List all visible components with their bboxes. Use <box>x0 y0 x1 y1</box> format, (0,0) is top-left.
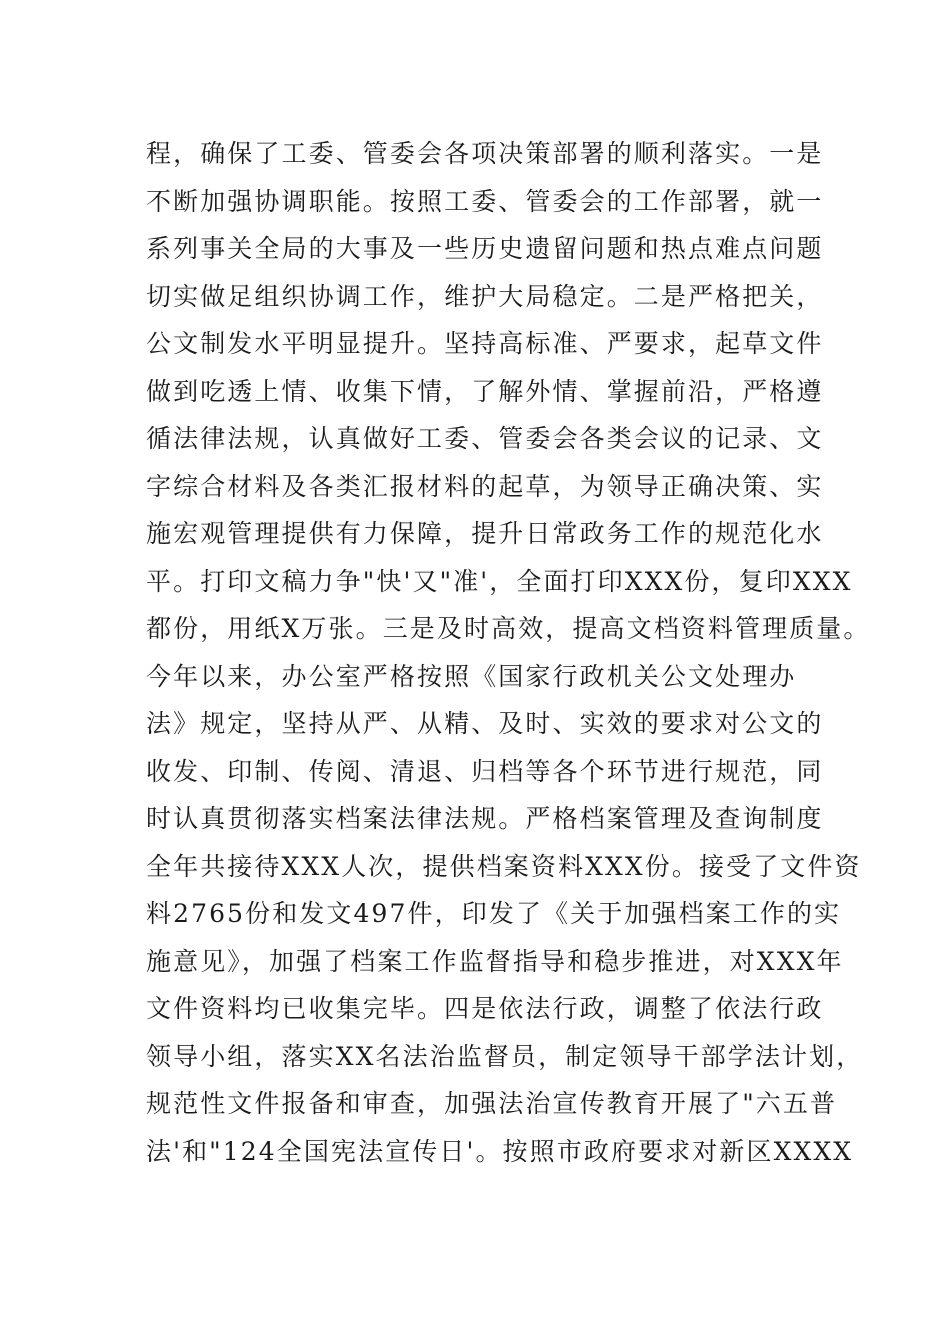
text-line: 全年共接待XXX人次，提供档案资料XXX份。接受了文件资 <box>146 851 862 881</box>
text-line: 循法律法规，认真做好工委、管委会各类会议的记录、文 <box>146 424 824 453</box>
text-line: 料2765份和发文497件，印发了《关于加强档案工作的实 <box>146 899 842 928</box>
text-line: 切实做足组织协调工作，维护大局稳定。二是严格把关， <box>146 281 824 311</box>
text-line: 施宏观管理提供有力保障，提升日常政务工作的规范化水 <box>146 519 824 548</box>
text-line: 系列事关全局的大事及一些历史遗留问题和热点难点问题 <box>146 234 824 263</box>
text-line: 规范性文件报备和审查，加强法治宣传教育开展了"六五普 <box>146 1089 838 1118</box>
text-line: 法》规定，坚持从严、从精、及时、实效的要求对公文的 <box>146 709 824 738</box>
text-line: 文件资料均已收集完毕。四是依法行政，调整了依法行政 <box>146 994 824 1023</box>
body-text <box>146 130 871 1175</box>
text-line: 施意见》，加强了档案工作监督指导和稳步推进，对XXX年 <box>146 946 844 976</box>
text-line: 不断加强协调职能。按照工委、管委会的工作部署，就一 <box>146 186 824 216</box>
text-line: 法'和"124全国宪法宣传日'。按照市政府要求对新区XXXX <box>146 1136 854 1166</box>
text-line: 程，确保了工委、管委会各项决策部署的顺利落实。一是 <box>146 139 824 168</box>
text-line: 时认真贯彻落实档案法律法规。严格档案管理及查询制度 <box>146 804 824 833</box>
text-line: 平。打印文稿力争"快'又"准'，全面打印XXX份，复印XXX <box>146 566 853 596</box>
text-line: 今年以来，办公室严格按照《国家行政机关公文处理办 <box>146 661 797 691</box>
text-line: 领导小组，落实XX名法治监督员，制定领导干部学法计划， <box>146 1041 864 1071</box>
text-line: 都份，用纸X万张。三是及时高效，提高文档资料管理质量。 <box>146 614 871 643</box>
text-line: 收发、印制、传阅、清退、归档等各个环节进行规范，同 <box>146 756 824 786</box>
text-line: 做到吃透上情、收集下情，了解外情、掌握前沿，严格遵 <box>146 376 824 406</box>
text-line: 字综合材料及各类汇报材料的起草，为领导正确决策、实 <box>146 471 824 501</box>
text-line: 公文制发水平明显提升。坚持高标准、严要求，起草文件 <box>146 329 824 358</box>
